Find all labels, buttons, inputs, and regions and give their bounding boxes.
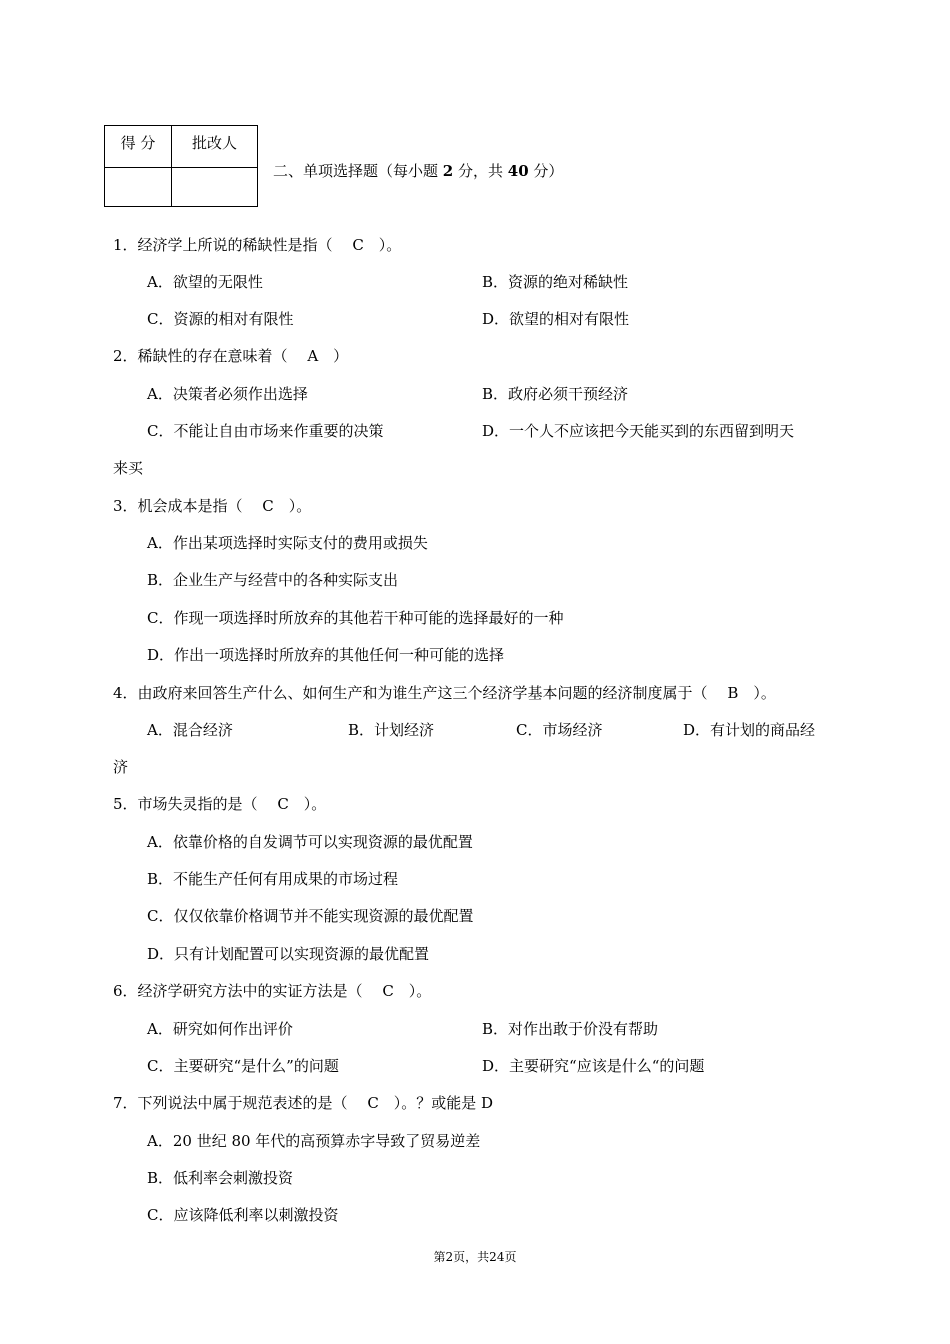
option-b: B．不能生产任何有用成果的市场过程 — [147, 870, 399, 888]
option-a: A．依靠价格的自发调节可以实现资源的最优配置 — [147, 833, 473, 851]
option-c: C．应该降低利率以刺激投资 — [147, 1206, 339, 1224]
option-d: D．一个人不应该把今天能买到的东西留到明天 — [482, 422, 795, 440]
option-a: A．20 世纪 80 年代的高预算赤字导致了贸易逆差 — [147, 1132, 481, 1150]
option-b: B．计划经济 — [348, 721, 435, 739]
option-a: A．决策者必须作出选择 — [147, 385, 308, 403]
page-footer: 第2页，共24页 — [433, 1250, 517, 1264]
section-title: 二、单项选择题（每小题 2 分，共 40 分） — [273, 162, 564, 180]
question-stem: 3．机会成本是指（ C ）。 — [113, 497, 312, 515]
option-a: A．研究如何作出评价 — [147, 1020, 293, 1038]
option-b: B．低利率会刺激投资 — [147, 1169, 294, 1187]
option-b: B．对作出敢于价没有帮助 — [482, 1020, 659, 1038]
grader-cell — [172, 168, 258, 207]
option-d-continued: 济 — [113, 758, 129, 776]
option-a: A．作出某项选择时实际支付的费用或损失 — [147, 534, 428, 552]
option-c: C．市场经济 — [516, 721, 603, 739]
option-d: D．主要研究“应该是什么“的问题 — [482, 1057, 705, 1075]
option-b: B．企业生产与经营中的各种实际支出 — [147, 571, 399, 589]
question-stem: 6．经济学研究方法中的实证方法是（ C ）。 — [113, 982, 432, 1000]
option-b: B．资源的绝对稀缺性 — [482, 273, 629, 291]
option-d: D．只有计划配置可以实现资源的最优配置 — [147, 945, 430, 963]
option-d: D．欲望的相对有限性 — [482, 310, 630, 328]
option-c: C．资源的相对有限性 — [147, 310, 294, 328]
score-table — [104, 125, 258, 207]
option-d: D．作出一项选择时所放弃的其他任何一种可能的选择 — [147, 646, 505, 664]
score-cell — [105, 168, 172, 207]
option-a: A．欲望的无限性 — [147, 273, 263, 291]
score-header: 得 分 — [105, 126, 172, 168]
question-stem: 5．市场失灵指的是（ C ）。 — [113, 795, 327, 813]
question-stem: 7．下列说法中属于规范表述的是（ C ）。？或能是 D — [113, 1094, 494, 1112]
question-stem: 2．稀缺性的存在意味着（ A ） — [113, 347, 349, 365]
option-b: B．政府必须干预经济 — [482, 385, 629, 403]
grader-header: 批改人 — [172, 126, 258, 168]
option-c: C．仅仅依靠价格调节并不能实现资源的最优配置 — [147, 907, 474, 925]
option-c: C．主要研究“是什么”的问题 — [147, 1057, 339, 1075]
question-stem: 1．经济学上所说的稀缺性是指（ C ）。 — [113, 236, 402, 254]
option-c: C．不能让自由市场来作重要的决策 — [147, 422, 384, 440]
option-c: C．作现一项选择时所放弃的其他若干种可能的选择最好的一种 — [147, 609, 564, 627]
option-d: D．有计划的商品经 — [683, 721, 816, 739]
option-d-continued: 来买 — [113, 459, 144, 477]
question-stem: 4．由政府来回答生产什么、如何生产和为谁生产这三个经济学基本问题的经济制度属于（ B ）。 — [113, 684, 776, 702]
option-a: A．混合经济 — [147, 721, 233, 739]
